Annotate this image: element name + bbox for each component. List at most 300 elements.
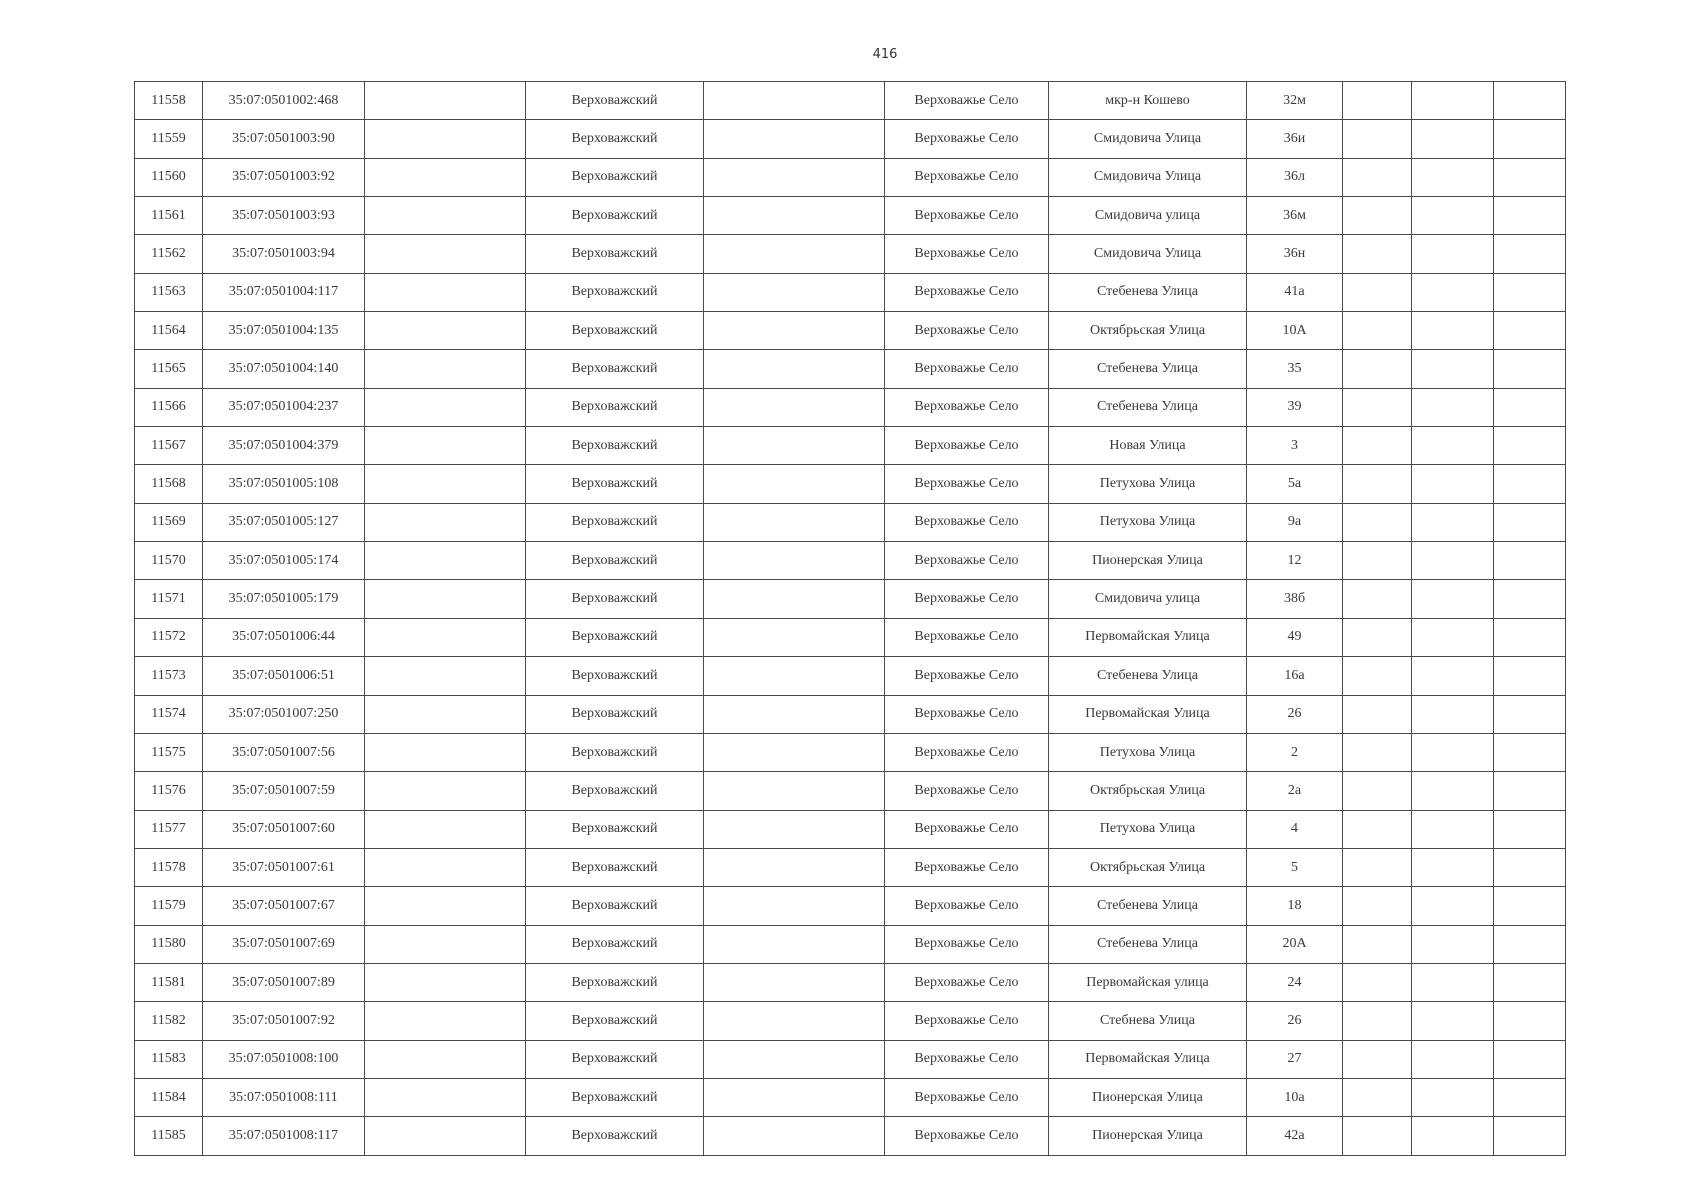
empty-cell: [1494, 1078, 1566, 1116]
district-cell: Верховажский: [526, 312, 704, 350]
house-number-cell: 9а: [1247, 503, 1343, 541]
empty-cell: [1412, 657, 1494, 695]
cadastral-number-cell: 35:07:0501003:94: [203, 235, 365, 273]
house-number-cell: 41а: [1247, 273, 1343, 311]
empty-cell: [1494, 120, 1566, 158]
row-number-cell: 11578: [135, 848, 203, 886]
empty-cell: [1494, 810, 1566, 848]
empty-cell: [365, 772, 526, 810]
cadastral-number-cell: 35:07:0501007:67: [203, 887, 365, 925]
cadastral-number-cell: 35:07:0501004:379: [203, 427, 365, 465]
empty-cell: [704, 312, 885, 350]
empty-cell: [704, 657, 885, 695]
street-cell: Смидовича улица: [1049, 580, 1247, 618]
house-number-cell: 12: [1247, 542, 1343, 580]
table-row: [135, 273, 1566, 311]
street-cell: Стебенева Улица: [1049, 657, 1247, 695]
street-cell: Смидовича Улица: [1049, 120, 1247, 158]
cadastral-number-cell: 35:07:0501008:117: [203, 1117, 365, 1155]
row-number-cell: 11576: [135, 772, 203, 810]
district-cell: Верховажский: [526, 350, 704, 388]
locality-cell: Верховажье Село: [885, 158, 1049, 196]
street-cell: Первомайская Улица: [1049, 1040, 1247, 1078]
empty-cell: [704, 925, 885, 963]
empty-cell: [1412, 1040, 1494, 1078]
empty-cell: [704, 197, 885, 235]
empty-cell: [1343, 197, 1412, 235]
street-cell: Октябрьская Улица: [1049, 312, 1247, 350]
empty-cell: [704, 887, 885, 925]
row-number-cell: 11575: [135, 733, 203, 771]
row-number-cell: 11569: [135, 503, 203, 541]
empty-cell: [1494, 465, 1566, 503]
row-number-cell: 11579: [135, 887, 203, 925]
locality-cell: Верховажье Село: [885, 235, 1049, 273]
empty-cell: [1343, 1002, 1412, 1040]
table-row: [135, 350, 1566, 388]
empty-cell: [1412, 1078, 1494, 1116]
empty-cell: [1412, 695, 1494, 733]
empty-cell: [1412, 848, 1494, 886]
district-cell: Верховажский: [526, 618, 704, 656]
empty-cell: [704, 542, 885, 580]
empty-cell: [365, 1117, 526, 1155]
empty-cell: [1343, 772, 1412, 810]
locality-cell: Верховажье Село: [885, 1078, 1049, 1116]
empty-cell: [1412, 963, 1494, 1001]
empty-cell: [1343, 925, 1412, 963]
empty-cell: [1343, 810, 1412, 848]
district-cell: Верховажский: [526, 235, 704, 273]
cadastral-number-cell: 35:07:0501007:250: [203, 695, 365, 733]
locality-cell: Верховажье Село: [885, 312, 1049, 350]
empty-cell: [1494, 963, 1566, 1001]
empty-cell: [1343, 542, 1412, 580]
empty-cell: [1343, 312, 1412, 350]
house-number-cell: 42а: [1247, 1117, 1343, 1155]
district-cell: Верховажский: [526, 273, 704, 311]
street-cell: Первомайская улица: [1049, 963, 1247, 1001]
cadastral-number-cell: 35:07:0501005:174: [203, 542, 365, 580]
row-number-cell: 11559: [135, 120, 203, 158]
district-cell: Верховажский: [526, 427, 704, 465]
table-row: [135, 388, 1566, 426]
cadastral-number-cell: 35:07:0501007:89: [203, 963, 365, 1001]
empty-cell: [1343, 1040, 1412, 1078]
locality-cell: Верховажье Село: [885, 465, 1049, 503]
cadastral-number-cell: 35:07:0501004:135: [203, 312, 365, 350]
empty-cell: [1412, 542, 1494, 580]
empty-cell: [704, 158, 885, 196]
empty-cell: [1494, 1002, 1566, 1040]
empty-cell: [1494, 427, 1566, 465]
empty-cell: [704, 848, 885, 886]
cadastral-number-cell: 35:07:0501007:61: [203, 848, 365, 886]
empty-cell: [1343, 273, 1412, 311]
table-row: [135, 733, 1566, 771]
street-cell: Октябрьская Улица: [1049, 848, 1247, 886]
district-cell: Верховажский: [526, 733, 704, 771]
empty-cell: [1494, 542, 1566, 580]
locality-cell: Верховажье Село: [885, 695, 1049, 733]
district-cell: Верховажский: [526, 1002, 704, 1040]
empty-cell: [1343, 695, 1412, 733]
empty-cell: [1343, 963, 1412, 1001]
cadastral-number-cell: 35:07:0501007:92: [203, 1002, 365, 1040]
locality-cell: Верховажье Село: [885, 1040, 1049, 1078]
table-row: [135, 810, 1566, 848]
district-cell: Верховажский: [526, 887, 704, 925]
empty-cell: [1343, 848, 1412, 886]
house-number-cell: 38б: [1247, 580, 1343, 618]
house-number-cell: 26: [1247, 695, 1343, 733]
empty-cell: [1494, 82, 1566, 120]
empty-cell: [1494, 158, 1566, 196]
street-cell: Первомайская Улица: [1049, 618, 1247, 656]
cadastral-number-cell: 35:07:0501007:69: [203, 925, 365, 963]
empty-cell: [1412, 465, 1494, 503]
table-row: [135, 312, 1566, 350]
empty-cell: [365, 925, 526, 963]
empty-cell: [1412, 810, 1494, 848]
locality-cell: Верховажье Село: [885, 388, 1049, 426]
district-cell: Верховажский: [526, 120, 704, 158]
row-number-cell: 11583: [135, 1040, 203, 1078]
district-cell: Верховажский: [526, 503, 704, 541]
empty-cell: [1494, 695, 1566, 733]
locality-cell: Верховажье Село: [885, 925, 1049, 963]
street-cell: Стебнева Улица: [1049, 1002, 1247, 1040]
table-row: [135, 657, 1566, 695]
street-cell: Пионерская Улица: [1049, 542, 1247, 580]
empty-cell: [1494, 733, 1566, 771]
empty-cell: [704, 120, 885, 158]
empty-cell: [1494, 848, 1566, 886]
cadastral-number-cell: 35:07:0501007:56: [203, 733, 365, 771]
empty-cell: [365, 503, 526, 541]
house-number-cell: 5а: [1247, 465, 1343, 503]
street-cell: Петухова Улица: [1049, 810, 1247, 848]
table-row: [135, 82, 1566, 120]
house-number-cell: 24: [1247, 963, 1343, 1001]
row-number-cell: 11585: [135, 1117, 203, 1155]
locality-cell: Верховажье Село: [885, 1117, 1049, 1155]
row-number-cell: 11568: [135, 465, 203, 503]
locality-cell: Верховажье Село: [885, 848, 1049, 886]
empty-cell: [1343, 657, 1412, 695]
locality-cell: Верховажье Село: [885, 120, 1049, 158]
locality-cell: Верховажье Село: [885, 82, 1049, 120]
row-number-cell: 11558: [135, 82, 203, 120]
house-number-cell: 36н: [1247, 235, 1343, 273]
empty-cell: [365, 158, 526, 196]
empty-cell: [1494, 618, 1566, 656]
street-cell: Смидовича улица: [1049, 197, 1247, 235]
house-number-cell: 18: [1247, 887, 1343, 925]
empty-cell: [365, 350, 526, 388]
empty-cell: [704, 1040, 885, 1078]
empty-cell: [1343, 887, 1412, 925]
empty-cell: [365, 388, 526, 426]
empty-cell: [704, 388, 885, 426]
cadastral-number-cell: 35:07:0501003:92: [203, 158, 365, 196]
locality-cell: Верховажье Село: [885, 273, 1049, 311]
street-cell: Стебенева Улица: [1049, 350, 1247, 388]
empty-cell: [704, 1117, 885, 1155]
empty-cell: [1412, 618, 1494, 656]
cadastral-number-cell: 35:07:0501008:100: [203, 1040, 365, 1078]
row-number-cell: 11570: [135, 542, 203, 580]
empty-cell: [1412, 733, 1494, 771]
empty-cell: [1412, 235, 1494, 273]
house-number-cell: 3: [1247, 427, 1343, 465]
cadastral-number-cell: 35:07:0501007:59: [203, 772, 365, 810]
row-number-cell: 11571: [135, 580, 203, 618]
district-cell: Верховажский: [526, 158, 704, 196]
locality-cell: Верховажье Село: [885, 963, 1049, 1001]
table-row: [135, 1040, 1566, 1078]
street-cell: Стебенева Улица: [1049, 388, 1247, 426]
empty-cell: [1343, 1117, 1412, 1155]
empty-cell: [1412, 1117, 1494, 1155]
empty-cell: [1494, 1040, 1566, 1078]
empty-cell: [365, 542, 526, 580]
empty-cell: [1343, 733, 1412, 771]
empty-cell: [365, 695, 526, 733]
cadastral-number-cell: 35:07:0501006:51: [203, 657, 365, 695]
empty-cell: [1343, 235, 1412, 273]
locality-cell: Верховажье Село: [885, 733, 1049, 771]
empty-cell: [365, 312, 526, 350]
row-number-cell: 11584: [135, 1078, 203, 1116]
empty-cell: [704, 1002, 885, 1040]
cadastral-number-cell: 35:07:0501008:111: [203, 1078, 365, 1116]
empty-cell: [704, 772, 885, 810]
table-row: [135, 772, 1566, 810]
cadastral-number-cell: 35:07:0501003:90: [203, 120, 365, 158]
district-cell: Верховажский: [526, 1117, 704, 1155]
table-row: [135, 1078, 1566, 1116]
locality-cell: Верховажье Село: [885, 657, 1049, 695]
empty-cell: [1494, 925, 1566, 963]
empty-cell: [1412, 312, 1494, 350]
empty-cell: [365, 1078, 526, 1116]
empty-cell: [365, 1040, 526, 1078]
locality-cell: Верховажье Село: [885, 887, 1049, 925]
table-row: [135, 848, 1566, 886]
empty-cell: [1494, 580, 1566, 618]
empty-cell: [365, 273, 526, 311]
empty-cell: [365, 235, 526, 273]
district-cell: Верховажский: [526, 197, 704, 235]
street-cell: мкр-н Кошево: [1049, 82, 1247, 120]
empty-cell: [704, 503, 885, 541]
table-row: [135, 580, 1566, 618]
district-cell: Верховажский: [526, 388, 704, 426]
locality-cell: Верховажье Село: [885, 810, 1049, 848]
house-number-cell: 27: [1247, 1040, 1343, 1078]
empty-cell: [1343, 388, 1412, 426]
empty-cell: [1494, 887, 1566, 925]
cadastral-number-cell: 35:07:0501005:179: [203, 580, 365, 618]
district-cell: Верховажский: [526, 772, 704, 810]
house-number-cell: 26: [1247, 1002, 1343, 1040]
empty-cell: [704, 235, 885, 273]
empty-cell: [1412, 1002, 1494, 1040]
empty-cell: [704, 465, 885, 503]
row-number-cell: 11564: [135, 312, 203, 350]
registry-body: [135, 82, 1566, 1156]
empty-cell: [704, 618, 885, 656]
district-cell: Верховажский: [526, 848, 704, 886]
empty-cell: [1412, 580, 1494, 618]
empty-cell: [1494, 235, 1566, 273]
district-cell: Верховажский: [526, 1078, 704, 1116]
locality-cell: Верховажье Село: [885, 350, 1049, 388]
street-cell: Октябрьская Улица: [1049, 772, 1247, 810]
empty-cell: [704, 580, 885, 618]
empty-cell: [1412, 388, 1494, 426]
district-cell: Верховажский: [526, 465, 704, 503]
locality-cell: Верховажье Село: [885, 1002, 1049, 1040]
empty-cell: [704, 273, 885, 311]
empty-cell: [1343, 580, 1412, 618]
empty-cell: [365, 197, 526, 235]
table-row: [135, 235, 1566, 273]
house-number-cell: 5: [1247, 848, 1343, 886]
locality-cell: Верховажье Село: [885, 503, 1049, 541]
house-number-cell: 36л: [1247, 158, 1343, 196]
street-cell: Пионерская Улица: [1049, 1078, 1247, 1116]
empty-cell: [1343, 1078, 1412, 1116]
empty-cell: [365, 580, 526, 618]
house-number-cell: 2: [1247, 733, 1343, 771]
table-row: [135, 1002, 1566, 1040]
empty-cell: [704, 350, 885, 388]
empty-cell: [1494, 312, 1566, 350]
street-cell: Петухова Улица: [1049, 503, 1247, 541]
street-cell: Первомайская Улица: [1049, 695, 1247, 733]
locality-cell: Верховажье Село: [885, 427, 1049, 465]
cadastral-number-cell: 35:07:0501004:117: [203, 273, 365, 311]
district-cell: Верховажский: [526, 542, 704, 580]
district-cell: Верховажский: [526, 1040, 704, 1078]
row-number-cell: 11561: [135, 197, 203, 235]
table-row: [135, 618, 1566, 656]
row-number-cell: 11565: [135, 350, 203, 388]
row-number-cell: 11582: [135, 1002, 203, 1040]
table-row: [135, 695, 1566, 733]
empty-cell: [1412, 772, 1494, 810]
registry-table: [134, 81, 1566, 1156]
district-cell: Верховажский: [526, 963, 704, 1001]
row-number-cell: 11581: [135, 963, 203, 1001]
cadastral-number-cell: 35:07:0501006:44: [203, 618, 365, 656]
row-number-cell: 11560: [135, 158, 203, 196]
empty-cell: [365, 82, 526, 120]
empty-cell: [1494, 503, 1566, 541]
street-cell: Петухова Улица: [1049, 733, 1247, 771]
house-number-cell: 16а: [1247, 657, 1343, 695]
empty-cell: [1412, 350, 1494, 388]
empty-cell: [1343, 350, 1412, 388]
street-cell: Новая Улица: [1049, 427, 1247, 465]
empty-cell: [704, 810, 885, 848]
table-row: [135, 1117, 1566, 1155]
table-row: [135, 503, 1566, 541]
empty-cell: [365, 848, 526, 886]
empty-cell: [1412, 887, 1494, 925]
street-cell: Смидовича Улица: [1049, 235, 1247, 273]
empty-cell: [704, 963, 885, 1001]
row-number-cell: 11567: [135, 427, 203, 465]
cadastral-number-cell: 35:07:0501007:60: [203, 810, 365, 848]
district-cell: Верховажский: [526, 82, 704, 120]
house-number-cell: 10А: [1247, 312, 1343, 350]
empty-cell: [1343, 427, 1412, 465]
street-cell: Стебенева Улица: [1049, 887, 1247, 925]
table-row: [135, 465, 1566, 503]
table-row: [135, 887, 1566, 925]
cadastral-number-cell: 35:07:0501005:108: [203, 465, 365, 503]
cadastral-number-cell: 35:07:0501004:140: [203, 350, 365, 388]
empty-cell: [1412, 503, 1494, 541]
empty-cell: [1412, 82, 1494, 120]
street-cell: Петухова Улица: [1049, 465, 1247, 503]
street-cell: Стебенева Улица: [1049, 273, 1247, 311]
house-number-cell: 4: [1247, 810, 1343, 848]
empty-cell: [365, 618, 526, 656]
empty-cell: [1343, 120, 1412, 158]
street-cell: Пионерская Улица: [1049, 1117, 1247, 1155]
empty-cell: [365, 733, 526, 771]
row-number-cell: 11566: [135, 388, 203, 426]
empty-cell: [365, 657, 526, 695]
house-number-cell: 32м: [1247, 82, 1343, 120]
house-number-cell: 36и: [1247, 120, 1343, 158]
house-number-cell: 10а: [1247, 1078, 1343, 1116]
table-row: [135, 158, 1566, 196]
empty-cell: [1412, 158, 1494, 196]
district-cell: Верховажский: [526, 580, 704, 618]
row-number-cell: 11563: [135, 273, 203, 311]
house-number-cell: 49: [1247, 618, 1343, 656]
locality-cell: Верховажье Село: [885, 580, 1049, 618]
district-cell: Верховажский: [526, 925, 704, 963]
district-cell: Верховажский: [526, 657, 704, 695]
house-number-cell: 20А: [1247, 925, 1343, 963]
house-number-cell: 2а: [1247, 772, 1343, 810]
table-row: [135, 427, 1566, 465]
cadastral-number-cell: 35:07:0501005:127: [203, 503, 365, 541]
row-number-cell: 11574: [135, 695, 203, 733]
empty-cell: [704, 427, 885, 465]
empty-cell: [1412, 925, 1494, 963]
house-number-cell: 39: [1247, 388, 1343, 426]
empty-cell: [1412, 120, 1494, 158]
district-cell: Верховажский: [526, 695, 704, 733]
empty-cell: [1343, 158, 1412, 196]
empty-cell: [1412, 273, 1494, 311]
locality-cell: Верховажье Село: [885, 618, 1049, 656]
house-number-cell: 36м: [1247, 197, 1343, 235]
street-cell: Смидовича Улица: [1049, 158, 1247, 196]
locality-cell: Верховажье Село: [885, 772, 1049, 810]
empty-cell: [1494, 273, 1566, 311]
empty-cell: [1494, 772, 1566, 810]
empty-cell: [365, 887, 526, 925]
table-row: [135, 963, 1566, 1001]
